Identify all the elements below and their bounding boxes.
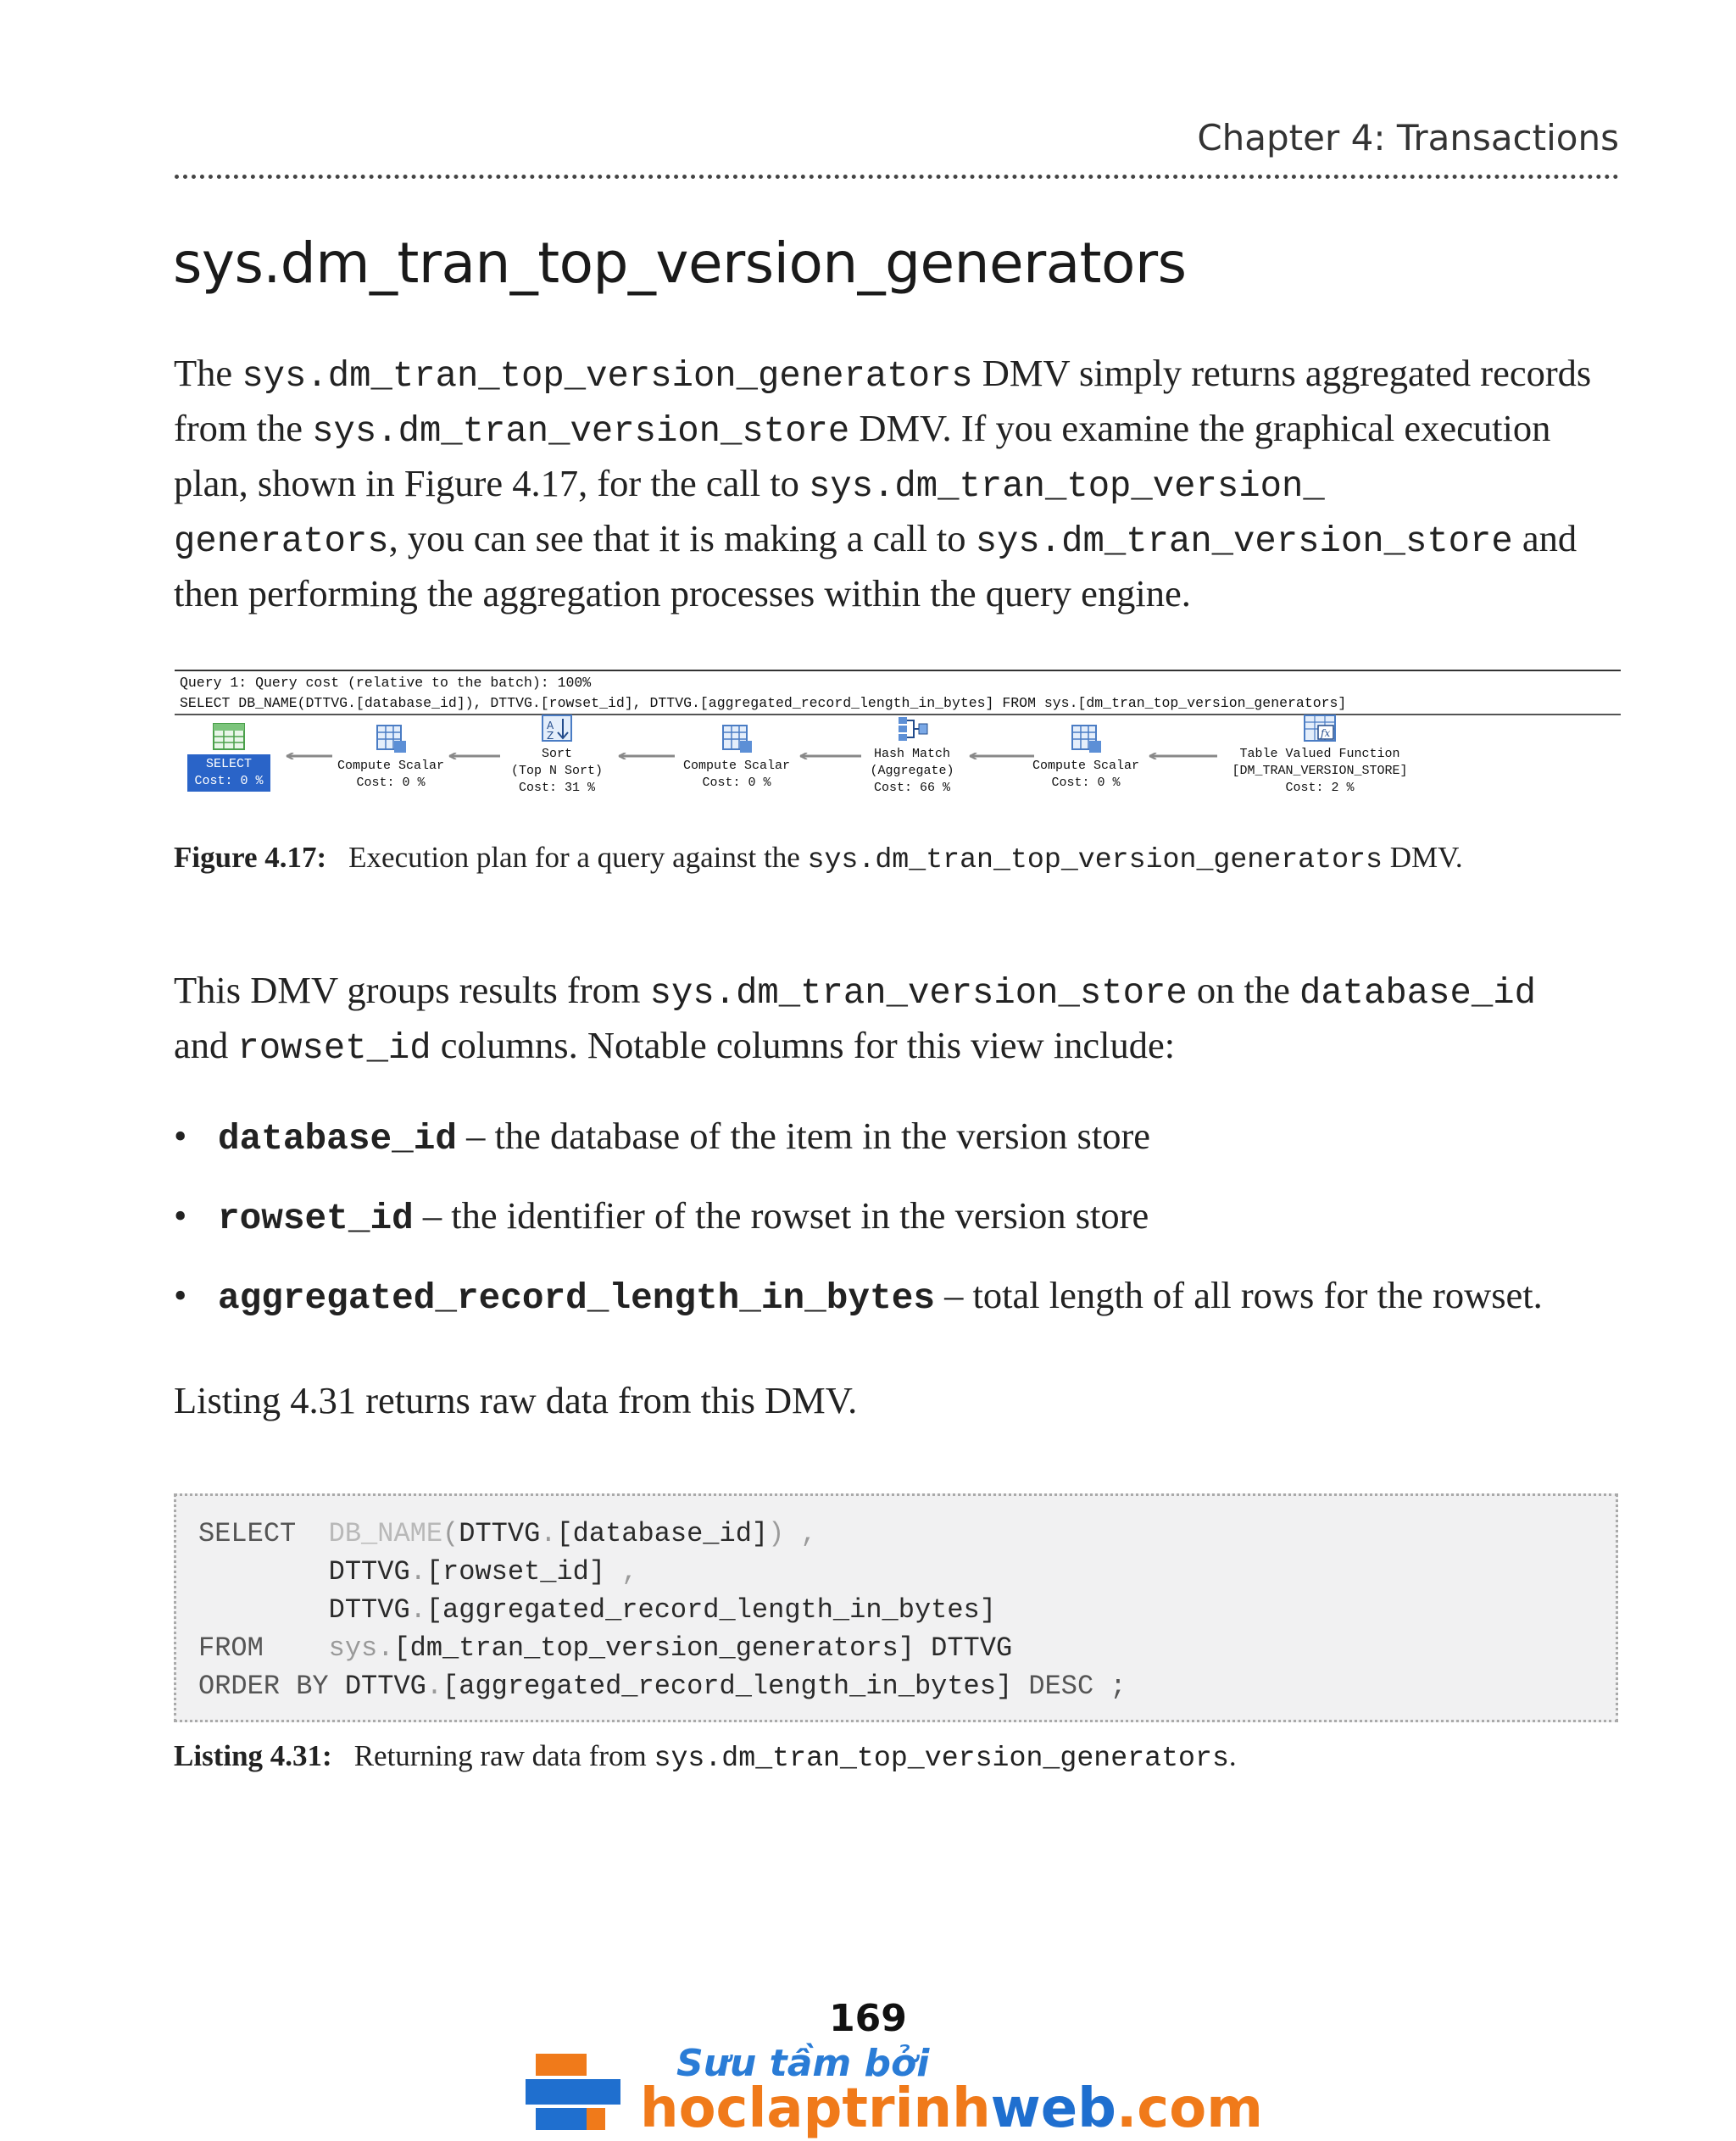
plan-node-hash-match[interactable]: Hash Match (Aggregate) Cost: 66 % [853, 714, 971, 797]
plan-node-compute-scalar[interactable]: Compute Scalar Cost: 0 % [1022, 722, 1149, 792]
figure-top-rule [175, 670, 1621, 671]
plan-node-compute-scalar[interactable]: Compute Scalar Cost: 0 % [327, 722, 454, 792]
svg-text:fx: fx [1321, 727, 1331, 739]
query-sql-line: SELECT DB_NAME(DTTVG.[database_id]), DTTVG.[rowset_id], DTTVG.[aggregated_record_length_in_bytes] FROM sys.[dm_tran_top_version_generators] [180, 695, 1347, 711]
svg-text:Z: Z [547, 730, 554, 742]
watermark-site: hoclaptrinhweb.com [640, 2077, 1263, 2140]
bullet-icon: • [174, 1115, 187, 1157]
compute-scalar-icon [1069, 722, 1103, 754]
figure-caption: Figure 4.17: Execution plan for a query against the sys.dm_tran_top_version_generators DMV. [174, 841, 1463, 876]
plan-node-table-valued-function[interactable]: fx Table Valued Function [DM_TRAN_VERSION_STORE] Cost: 2 % [1214, 714, 1426, 797]
select-result-icon [212, 722, 246, 751]
plan-node-sort[interactable]: A Z Sort (Top N Sort) Cost: 31 % [493, 714, 620, 797]
watermark-logo-icon [526, 2049, 627, 2137]
header-divider [175, 175, 1619, 179]
listing-caption-label: Listing 4.31: [174, 1739, 332, 1772]
plan-node-compute-scalar[interactable]: Compute Scalar Cost: 0 % [673, 722, 800, 792]
watermark [526, 2038, 1263, 2141]
figure-caption-label: Figure 4.17: [174, 841, 327, 874]
list-item: • database_id – the database of the item in the version store [174, 1110, 1632, 1165]
bullet-icon: • [174, 1275, 187, 1316]
listing-caption: Listing 4.31: Returning raw data from sys.dm_tran_top_version_generators. [174, 1739, 1237, 1774]
compute-scalar-icon [720, 722, 754, 754]
column-list [174, 1110, 1632, 1349]
sort-icon [541, 714, 573, 742]
plan-arrow [1148, 753, 1219, 759]
code-listing [174, 1493, 1618, 1722]
list-item: • rowset_id – the identifier of the rowset in the version store [174, 1190, 1632, 1244]
running-head: Chapter 4: Transactions [1197, 117, 1619, 158]
table-valued-function-icon [1303, 714, 1337, 742]
watermark-tagline: Sưu tầm bởi [676, 2042, 930, 2085]
execution-plan-figure [175, 670, 1621, 812]
section-heading: sys.dm_tran_top_version_generators [173, 231, 1187, 296]
code-block: SELECT DB_NAME(DTTVG.[database_id]) , DTTVG.[rowset_id] , DTTVG.[aggregated_record_length_in_bytes] FROM sys.[dm_tran_top_version_generators] DTTVG ORDER BY DTTVG.[aggregated_record_length_in_bytes] DESC ; [198, 1518, 1127, 1702]
hash-match-icon [895, 714, 929, 742]
query-cost-line: Query 1: Query cost (relative to the batch): 100% [180, 675, 592, 691]
groups-paragraph: This DMV groups results from sys.dm_tran_version_store on the database_id and rowset_id columns. Notable columns for this view include: [174, 969, 1536, 1069]
listing-intro: Listing 4.31 returns raw data from this DMV. [174, 1379, 858, 1421]
intro-paragraph: The sys.dm_tran_top_version_generators DMV simply returns aggregated records from the sys.dm_tran_version_store DMV. If you examine the graphical execution plan, shown in Figure 4.17, for the call to sys.dm_tran_top_version_ generators, you can see that it is making a call to sys.dm_tran_version_store and then performing the aggregation processes within the query engine. [174, 352, 1592, 614]
page-number: 169 [829, 1997, 907, 2040]
plan-node-select[interactable]: SELECT Cost: 0 % [175, 722, 283, 792]
compute-scalar-icon [374, 722, 408, 754]
bullet-icon: • [174, 1195, 187, 1237]
svg-text:A: A [547, 720, 554, 731]
plan-arrow [617, 753, 676, 759]
list-item: • aggregated_record_length_in_bytes – total length of all rows for the rowset. [174, 1270, 1632, 1324]
